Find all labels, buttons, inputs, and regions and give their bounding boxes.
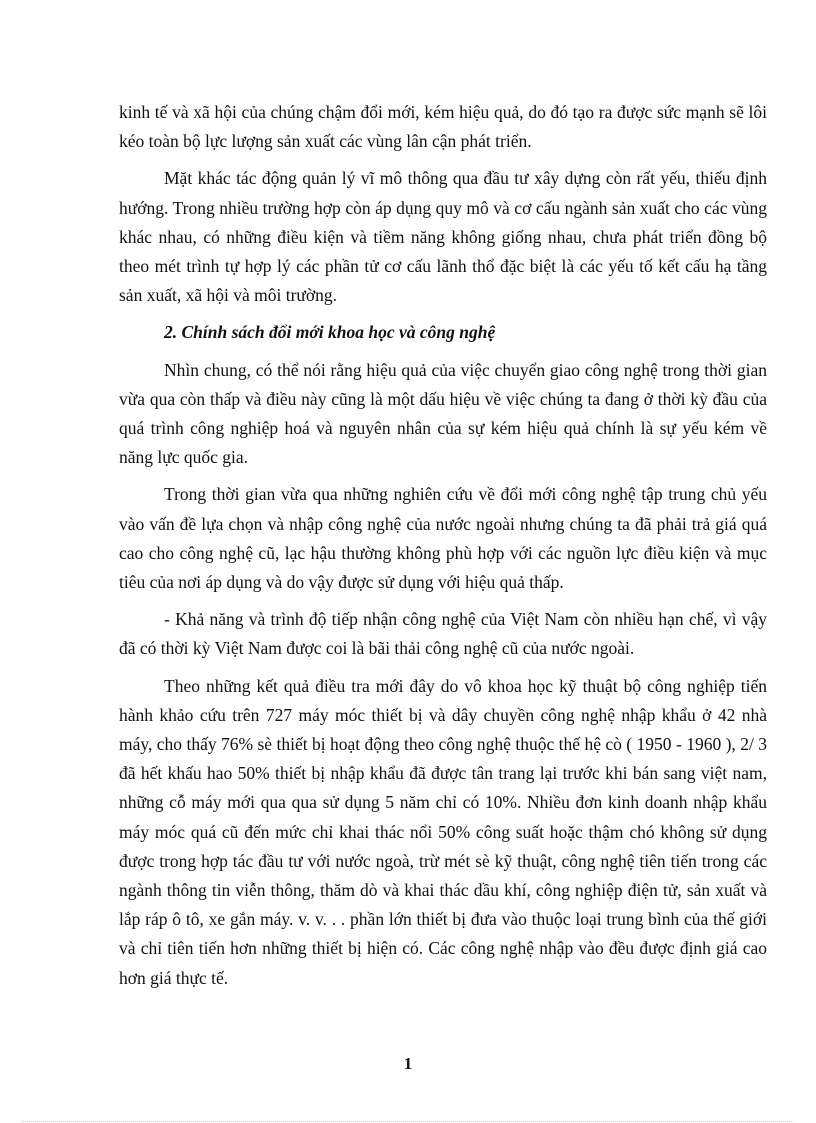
paragraph-regional-management: Mặt khác tác động quản lý vĩ mô thông qua đầu tư xây dựng còn rất yếu, thiếu định hướng. Trong nhiều trường hợp còn áp dụng quy mô và cơ cấu ngành sản xuất cho các vùng khác nhau, có những điều kiện và tiềm năng không giống nhau, chưa phát triển đồng bộ theo mét trình tự hợp lý các phần tử cơ cấu lãnh thổ đặc biệt là các yếu tố kết cấu hạ tầng sản xuất, xã hội và môi trường. (119, 168, 767, 306)
body-text (119, 98, 767, 1001)
paragraph-technology-research: Trong thời gian vừa qua những nghiên cứu về đổi mới công nghệ tập trung chủ yếu vào vấn đề lựa chọn và nhập công nghệ của nước ngoài nhưng chúng ta đã phải trả giá quá cao cho công nghệ cũ, lạc hậu thường không phù hợp với các nguồn lực điều kiện và mục tiêu của nơi áp dụng và do vậy được sử dụng với hiệu quả thấp. (119, 484, 767, 593)
section-heading: 2. Chính sách đổi mới khoa học và công nghệ (164, 322, 496, 343)
paragraph-absorption-capacity: - Khả năng và trình độ tiếp nhận công nghệ của Việt Nam còn nhiều hạn chế, vì vậy đã có thời kỳ Việt Nam được coi là bãi thải công nghệ cũ của nước ngoài. (119, 609, 767, 659)
page-bottom-divider (22, 1121, 794, 1122)
page-number: 1 (403, 1054, 413, 1073)
paragraph-technology-transfer: Nhìn chung, có thể nói rằng hiệu quả của việc chuyển giao công nghệ trong thời gian vừa qua còn thấp và điều này cũng là một dấu hiệu về việc chúng ta đang ở thời kỳ đầu của quá trình công nghiệp hoá và nguyên nhân của sự kém hiệu quả chính là sự yếu kém về năng lực quốc gia. (119, 359, 767, 468)
paragraph-continuation: kinh tế và xã hội của chúng chậm đổi mới, kém hiệu quả, do đó tạo ra được sức mạnh sẽ lôi kéo toàn bộ lực lượng sản xuất các vùng lân cận phát triển. (119, 102, 767, 152)
paragraph-survey-results: Theo những kết quả điều tra mới đây do vô khoa học kỹ thuật bộ công nghiệp tiến hành khảo cứu trên 727 máy móc thiết bị và dây chuyền công nghệ nhập khẩu ở 42 nhà máy, cho thấy 76% sè thiết bị hoạt động theo công nghệ thuộc thế hệ cò ( 1950 - 1960 ), 2/ 3 đã hết khấu hao 50% thiết bị nhập khẩu đã được tân trang lại trước khi bán sang việt nam, những cỗ máy mới qua qua sử dụng 5 năm chỉ có 10%. Nhiều đơn kinh doanh nhập khẩu máy móc quá cũ đến mức chỉ khai thác nổi 50% công suất hoặc thậm chó không sử dụng được trong hợp tác đầu tư với nước ngoà, trừ mét sè kỹ thuật, công nghệ tiên tiến trong các ngành thông tin viễn thông, thăm dò và khai thác dầu khí, công nghiệp điện tử, sản xuất và lắp ráp ô tô, xe gắn máy. v. v. . . phần lớn thiết bị đưa vào thuộc loại trung bình của thế giới và chỉ tiên tiến hơn những thiết bị hiện có. Các công nghệ nhập vào đều được định giá cao hơn giá thực tế. (119, 675, 767, 988)
